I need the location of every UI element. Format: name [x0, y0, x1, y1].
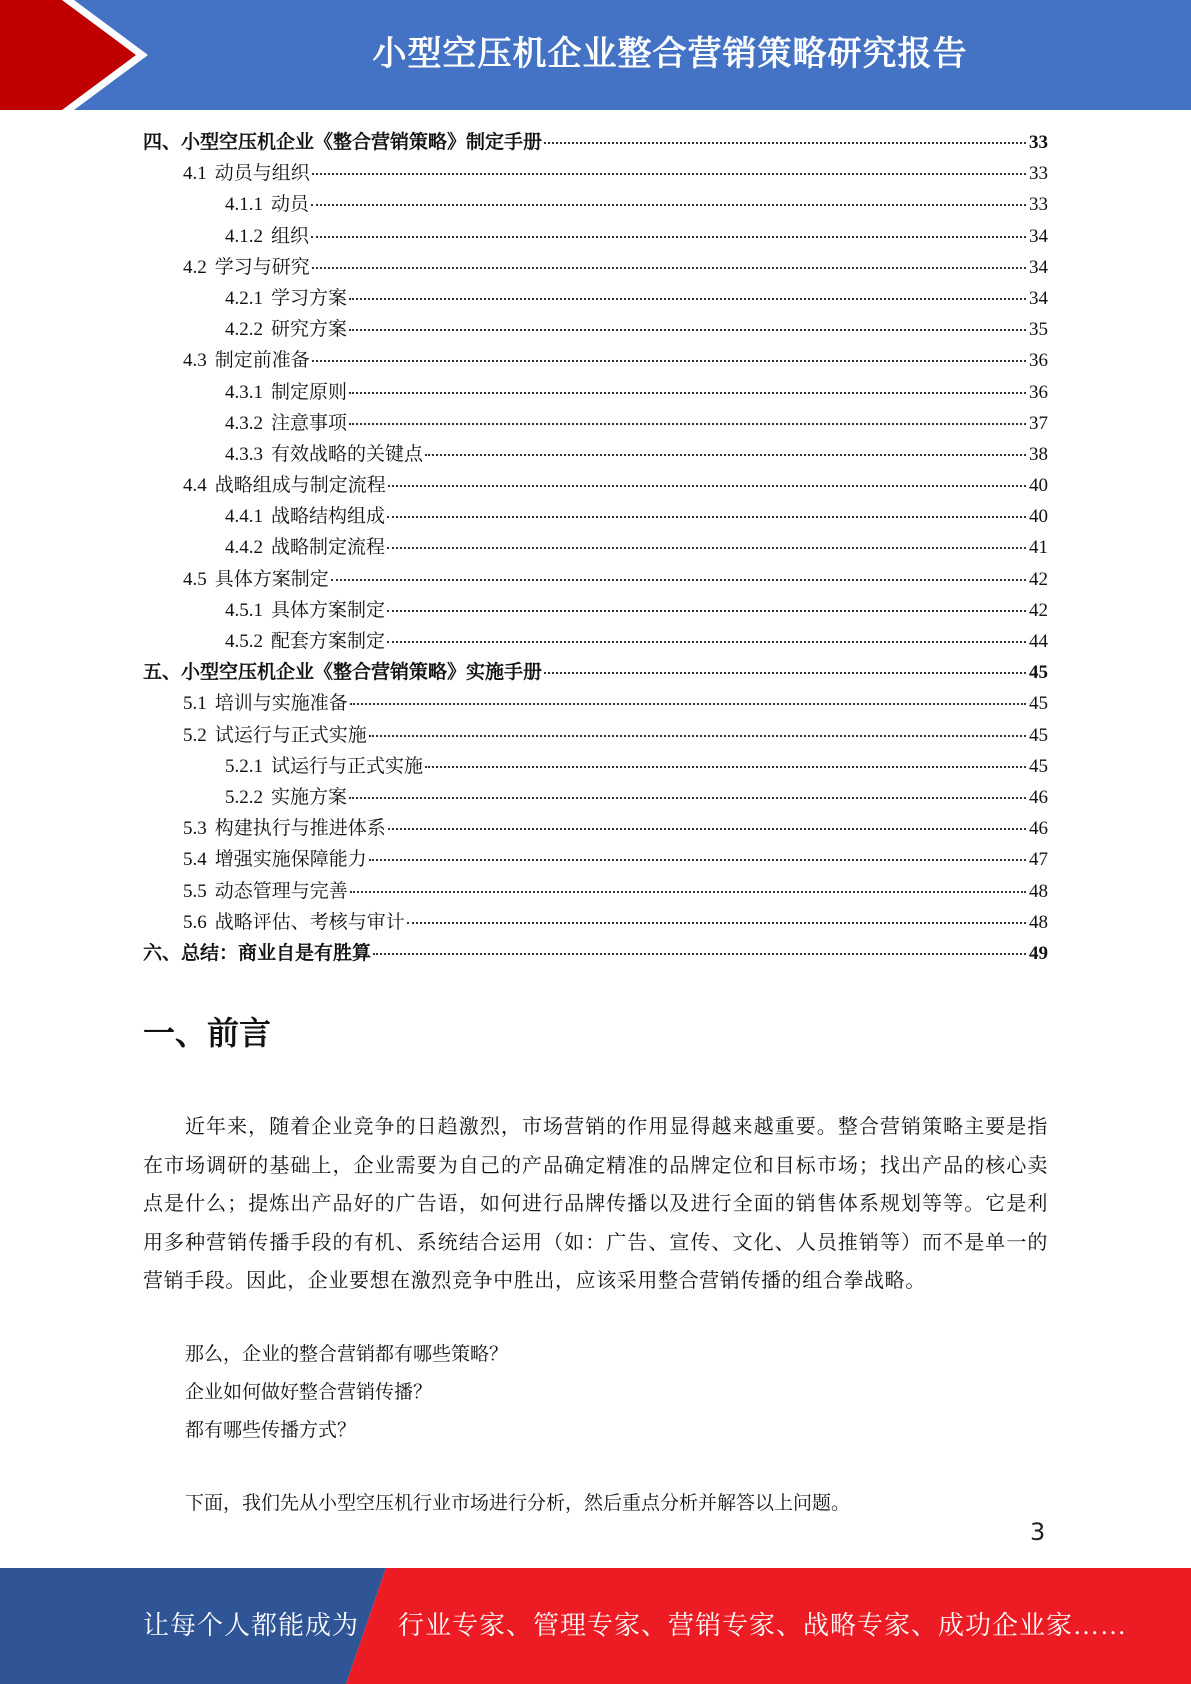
- toc-dot-leader: [425, 453, 1026, 456]
- toc-entry[interactable]: [143, 938, 1048, 969]
- toc-dot-leader: [311, 203, 1026, 206]
- toc-entry-label: 动员: [271, 194, 310, 216]
- toc-entry[interactable]: [143, 470, 1048, 501]
- toc-entry-label: 培训与实施准备: [214, 693, 348, 715]
- toc-entry[interactable]: [143, 626, 1048, 657]
- footer-slogan-left: 让每个人都能成为: [143, 1611, 360, 1640]
- toc-entry[interactable]: [143, 720, 1048, 751]
- toc-entry-number: 4.4.1: [225, 506, 263, 528]
- question-item: 都有哪些传播方式？: [185, 1420, 357, 1441]
- toc-entry[interactable]: [143, 657, 1048, 688]
- toc-entry-page: 34: [1029, 287, 1048, 309]
- toc-entry-page: 42: [1029, 568, 1048, 590]
- toc-entry-number: 4.5.2: [225, 631, 263, 652]
- toc-entry-page: 45: [1029, 755, 1048, 777]
- toc-dot-leader: [311, 235, 1026, 238]
- toc-entry-number: 4.3: [183, 350, 207, 372]
- toc-entry-page: 48: [1029, 880, 1048, 902]
- toc-entry-page: 40: [1029, 475, 1048, 497]
- toc-dot-leader: [349, 328, 1026, 331]
- toc-entry-page: 33: [1029, 194, 1048, 216]
- intro-paragraph: 近年来，随着企业竞争的日趋激烈，市场营销的作用显得越来越重要。整合营销策略主要是指在市场调研的基础上，企业需要为自己的产品确定精准的品牌定位和目标市场；找出产品的核心卖点是什么；提炼出产品好的广告语，如何进行品牌传播以及进行全面的销售体系规划等等。它是利用多种营销传播手段的有机、系统结合运用（如：广告、宣传、文化、人员推销等）而不是单一的营销手段。因此，企业要想在激烈竞争中胜出，应该采用整合营销传播的组合拳战略。: [143, 1116, 1048, 1292]
- toc-entry-label: 战略结构组成: [271, 506, 386, 528]
- toc-dot-leader: [349, 422, 1026, 425]
- toc-entry[interactable]: [143, 595, 1048, 626]
- question-item: 企业如何做好整合营销传播？: [185, 1382, 433, 1403]
- toc-entry-number: 4.4.2: [225, 537, 263, 559]
- toc-entry-label: 动态管理与完善: [214, 880, 348, 902]
- toc-entry[interactable]: [143, 564, 1048, 595]
- toc-dot-leader: [349, 391, 1026, 394]
- toc-entry[interactable]: [143, 377, 1048, 408]
- toc-entry-number: 4.3.3: [225, 443, 263, 465]
- toc-entry-page: 34: [1029, 225, 1048, 247]
- toc-entry-number: 4.4: [183, 475, 207, 497]
- toc-entry-page: 45: [1029, 662, 1048, 684]
- toc-dot-leader: [387, 546, 1026, 549]
- toc-entry-label: 研究方案: [271, 319, 348, 341]
- toc-dot-leader: [349, 297, 1026, 300]
- toc-entry-page: 33: [1029, 163, 1048, 185]
- toc-entry[interactable]: [143, 158, 1048, 189]
- toc-entry-label: 具体方案制定: [214, 568, 329, 590]
- toc-dot-leader: [350, 702, 1026, 705]
- toc-dot-leader: [544, 671, 1026, 674]
- toc-entry-label: 制定前准备: [214, 350, 310, 372]
- footer-slogan-right: 行业专家、管理专家、营销专家、战略专家、成功企业家……: [398, 1611, 1128, 1640]
- toc-entry-label: 六、总结：商业自是有胜算: [143, 942, 372, 964]
- toc-entry-number: 4.1: [183, 163, 207, 185]
- toc-entry[interactable]: [143, 408, 1048, 439]
- toc-entry-number: 5.3: [183, 818, 207, 840]
- question-list: [185, 1336, 508, 1450]
- toc-entry[interactable]: [143, 782, 1048, 813]
- toc-entry-number: 4.2.2: [225, 319, 263, 341]
- toc-entry[interactable]: [143, 127, 1048, 158]
- toc-entry[interactable]: [143, 314, 1048, 345]
- toc-entry-page: 45: [1029, 724, 1048, 746]
- toc-dot-leader: [349, 796, 1026, 799]
- toc-entry-number: 4.5: [183, 568, 207, 590]
- toc-entry-number: 4.2: [183, 256, 207, 278]
- toc-entry-number: 5.2: [183, 724, 207, 746]
- toc-entry-label: 战略制定流程: [271, 537, 386, 559]
- toc-entry-page: 37: [1029, 412, 1048, 434]
- toc-dot-leader: [312, 359, 1026, 362]
- toc-entry[interactable]: [143, 813, 1048, 844]
- toc-dot-leader: [369, 858, 1026, 861]
- toc-entry-page: 46: [1029, 818, 1048, 840]
- toc-entry-label: 五、小型空压机企业《整合营销策略》实施手册: [143, 662, 543, 684]
- toc-entry[interactable]: [143, 283, 1048, 314]
- toc-dot-leader: [387, 640, 1026, 643]
- toc-entry[interactable]: [143, 532, 1048, 563]
- toc-entry-number: 4.1.1: [225, 194, 263, 216]
- toc-entry[interactable]: [143, 688, 1048, 719]
- toc-entry-page: 41: [1029, 537, 1048, 559]
- header-chevron-icon: [0, 0, 160, 110]
- toc-dot-leader: [387, 515, 1026, 518]
- toc-entry-page: 44: [1029, 631, 1048, 652]
- toc-entry-number: 5.2.1: [225, 755, 263, 777]
- toc-entry-label: 战略组成与制定流程: [214, 475, 386, 497]
- toc-entry-label: 战略评估、考核与审计: [214, 911, 405, 933]
- toc-entry-number: 5.2.2: [225, 786, 263, 808]
- toc-entry[interactable]: [143, 844, 1048, 875]
- toc-entry-page: 49: [1029, 942, 1048, 964]
- toc-entry-label: 增强实施保障能力: [214, 849, 367, 871]
- toc-entry-page: 38: [1029, 443, 1048, 465]
- toc-entry[interactable]: [143, 751, 1048, 782]
- toc-entry[interactable]: [143, 907, 1048, 938]
- toc-entry[interactable]: [143, 221, 1048, 252]
- toc-entry-number: 5.4: [183, 849, 207, 871]
- toc-dot-leader: [388, 484, 1026, 487]
- table-of-contents: [143, 127, 1048, 969]
- toc-entry-label: 四、小型空压机企业《整合营销策略》制定手册: [143, 132, 543, 153]
- page-footer: [0, 1568, 1191, 1684]
- toc-entry-label: 学习方案: [271, 287, 348, 309]
- toc-dot-leader: [331, 578, 1026, 581]
- report-title: 小型空压机企业整合营销策略研究报告: [372, 34, 968, 74]
- toc-entry-label: 组织: [271, 225, 310, 247]
- toc-entry-label: 具体方案制定: [271, 599, 386, 621]
- toc-entry-label: 构建执行与推进体系: [214, 818, 386, 840]
- toc-entry-number: 4.3.1: [225, 381, 263, 403]
- toc-entry-page: 48: [1029, 911, 1048, 933]
- page-header: [0, 0, 1191, 110]
- closing-paragraph: 下面，我们先从小型空压机行业市场进行分析，然后重点分析并解答以上问题。: [185, 1493, 851, 1514]
- toc-entry-number: 5.6: [183, 911, 207, 933]
- toc-entry-page: 47: [1029, 849, 1048, 871]
- toc-dot-leader: [312, 172, 1026, 175]
- toc-entry-label: 学习与研究: [214, 256, 310, 278]
- page-number: 3: [1030, 1518, 1046, 1546]
- toc-entry-label: 有效战略的关键点: [271, 443, 424, 465]
- toc-entry-number: 5.5: [183, 880, 207, 902]
- toc-entry[interactable]: [143, 439, 1048, 470]
- toc-dot-leader: [373, 952, 1026, 955]
- toc-entry[interactable]: [143, 252, 1048, 283]
- toc-entry-page: 33: [1029, 132, 1048, 153]
- toc-entry-label: 制定原则: [271, 381, 348, 403]
- toc-dot-leader: [369, 734, 1026, 737]
- toc-entry-page: 35: [1029, 319, 1048, 341]
- toc-entry-number: 4.1.2: [225, 225, 263, 247]
- toc-entry-page: 34: [1029, 256, 1048, 278]
- toc-entry-page: 40: [1029, 506, 1048, 528]
- toc-entry-page: 45: [1029, 693, 1048, 715]
- section-heading: 一、前言: [143, 1014, 272, 1052]
- toc-entry[interactable]: [143, 876, 1048, 907]
- toc-entry[interactable]: [143, 501, 1048, 532]
- toc-entry-page: 46: [1029, 786, 1048, 808]
- toc-entry-page: 36: [1029, 381, 1048, 403]
- toc-entry-page: 36: [1029, 350, 1048, 372]
- toc-entry-page: 42: [1029, 599, 1048, 621]
- toc-dot-leader: [387, 609, 1026, 612]
- toc-dot-leader: [544, 141, 1026, 144]
- toc-entry-number: 4.5.1: [225, 599, 263, 621]
- toc-dot-leader: [407, 921, 1026, 924]
- toc-entry[interactable]: [143, 345, 1048, 376]
- toc-dot-leader: [312, 266, 1026, 269]
- toc-dot-leader: [388, 827, 1026, 830]
- toc-entry-label: 试运行与正式实施: [271, 755, 424, 777]
- toc-dot-leader: [350, 890, 1026, 893]
- toc-dot-leader: [425, 765, 1026, 768]
- toc-entry-label: 试运行与正式实施: [214, 724, 367, 746]
- toc-entry[interactable]: [143, 189, 1048, 220]
- toc-entry-label: 动员与组织: [214, 163, 310, 185]
- toc-entry-label: 实施方案: [271, 786, 348, 808]
- question-item: 那么，企业的整合营销都有哪些策略？: [185, 1344, 509, 1365]
- toc-entry-number: 4.2.1: [225, 287, 263, 309]
- toc-entry-label: 注意事项: [271, 412, 348, 434]
- toc-entry-number: 5.1: [183, 693, 207, 715]
- toc-entry-label: 配套方案制定: [271, 631, 386, 652]
- toc-entry-number: 4.3.2: [225, 412, 263, 434]
